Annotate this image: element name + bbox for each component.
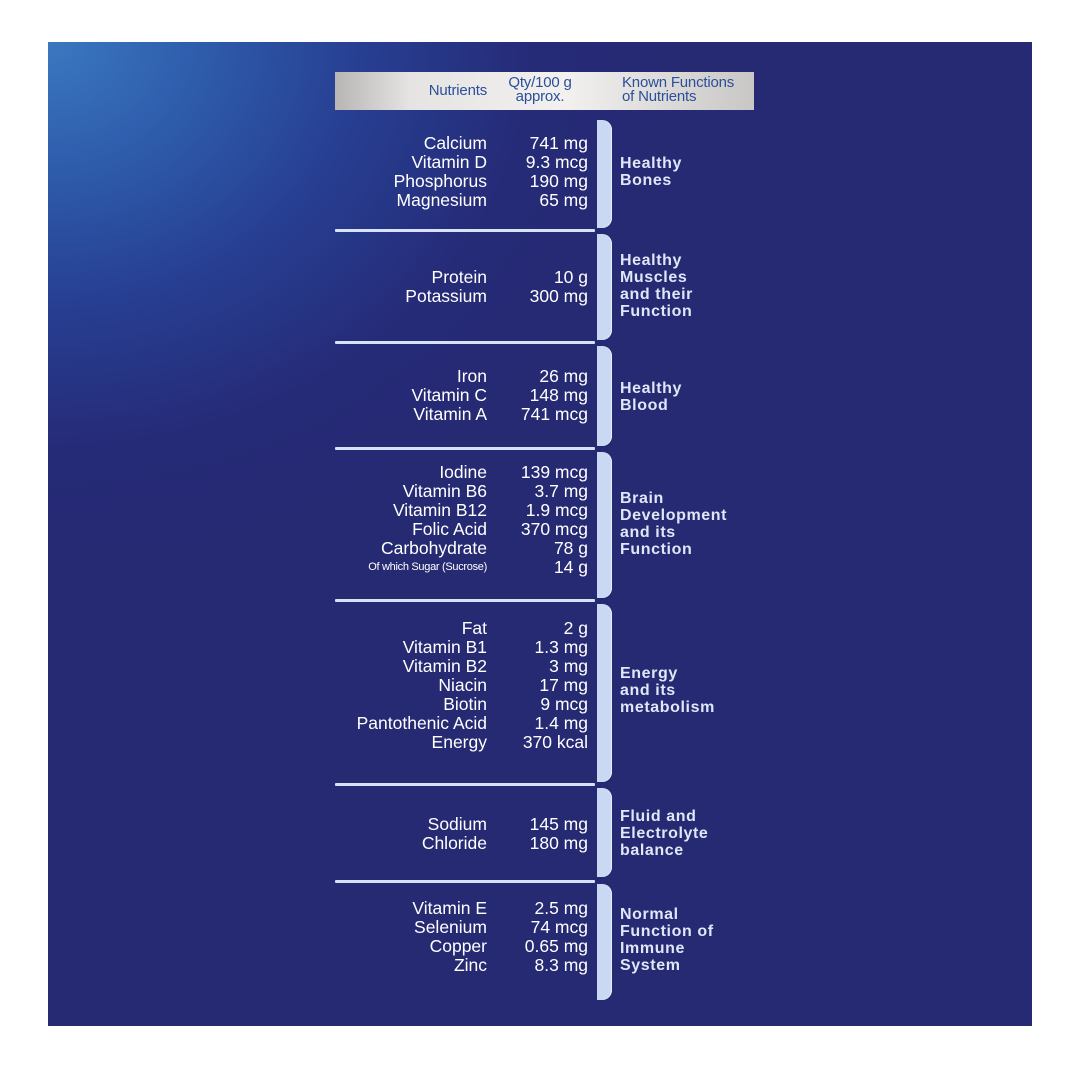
nutrient-name: Biotin bbox=[443, 694, 487, 714]
nutrient-name: Vitamin A bbox=[413, 404, 487, 424]
function-line: Development bbox=[620, 507, 728, 524]
nutrient-name: Vitamin B2 bbox=[402, 656, 487, 676]
nutrient-quantity: 2.5 mg bbox=[534, 898, 588, 918]
nutrition-panel bbox=[48, 42, 1032, 1026]
header-qty-line1: Qty/100 g bbox=[508, 74, 572, 91]
nutrient-quantity: 65 mg bbox=[539, 190, 588, 210]
function-line: Electrolyte bbox=[620, 825, 709, 842]
nutrient-quantity: 1.3 mg bbox=[534, 637, 588, 657]
nutrient-name: Vitamin B1 bbox=[402, 637, 487, 657]
function-line: Function bbox=[620, 541, 693, 558]
function-line: Bones bbox=[620, 172, 672, 189]
header-func-line2: of Nutrients bbox=[622, 88, 697, 105]
nutrient-quantity: 370 kcal bbox=[522, 732, 588, 752]
function-line: Blood bbox=[620, 397, 669, 414]
nutrient-name: Energy bbox=[431, 732, 487, 752]
function-line: Function bbox=[620, 303, 693, 320]
group-bracket bbox=[597, 884, 612, 1000]
nutrient-quantities bbox=[500, 899, 588, 975]
function-line: Healthy bbox=[620, 252, 682, 269]
nutrient-quantity: 3 mg bbox=[549, 656, 588, 676]
nutrient-quantity: 1.4 mg bbox=[534, 713, 588, 733]
group-divider bbox=[335, 880, 595, 883]
nutrient-name: Vitamin C bbox=[411, 385, 487, 405]
function-line: and its bbox=[620, 682, 676, 699]
nutrient-name: Vitamin E bbox=[412, 898, 487, 918]
nutrient-quantity: 74 mcg bbox=[530, 917, 588, 937]
function-line: System bbox=[620, 957, 681, 974]
nutrient-quantity: 3.7 mg bbox=[534, 481, 588, 501]
nutrient-name: Magnesium bbox=[396, 190, 487, 210]
function-line: balance bbox=[620, 842, 684, 859]
nutrient-quantity: 148 mg bbox=[529, 385, 588, 405]
function-line: Fluid and bbox=[620, 808, 697, 825]
nutrient-quantity: 180 mg bbox=[529, 833, 588, 853]
nutrient-name: Sodium bbox=[427, 814, 487, 834]
function-line: Healthy bbox=[620, 155, 682, 172]
function-line: and their bbox=[620, 286, 693, 303]
nutrient-name: Of which Sugar (Sucrose) bbox=[368, 561, 487, 573]
function-line: Immune bbox=[620, 940, 685, 957]
nutrient-quantity: 10 g bbox=[553, 267, 588, 287]
nutrient-quantity: 139 mcg bbox=[520, 462, 588, 482]
group-divider bbox=[335, 341, 595, 344]
nutrient-name: Calcium bbox=[423, 133, 487, 153]
nutrient-group bbox=[48, 42, 1032, 1026]
nutrient-name: Folic Acid bbox=[412, 519, 487, 539]
group-divider bbox=[335, 783, 595, 786]
nutrient-quantity: 8.3 mg bbox=[534, 955, 588, 975]
function-line: metabolism bbox=[620, 699, 715, 716]
header-qty-line2: approx. bbox=[515, 88, 565, 105]
function-line: Healthy bbox=[620, 380, 682, 397]
nutrient-name: Pantothenic Acid bbox=[356, 713, 487, 733]
nutrient-names bbox=[235, 899, 487, 975]
nutrient-quantity: 190 mg bbox=[529, 171, 588, 191]
function-line: Brain bbox=[620, 490, 664, 507]
nutrient-quantity: 26 mg bbox=[539, 366, 588, 386]
nutrient-name: Zinc bbox=[453, 955, 487, 975]
function-line: Energy bbox=[620, 665, 678, 682]
nutrient-quantity: 17 mg bbox=[539, 675, 588, 695]
nutrient-quantity: 741 mcg bbox=[520, 404, 588, 424]
group-divider bbox=[335, 229, 595, 232]
nutrient-quantity: 370 mcg bbox=[520, 519, 588, 539]
nutrient-name: Fat bbox=[461, 618, 487, 638]
nutrient-name: Phosphorus bbox=[393, 171, 487, 191]
function-line: Function of bbox=[620, 923, 714, 940]
header-func-line1: Known Functions bbox=[622, 74, 735, 91]
nutrient-quantity: 300 mg bbox=[529, 286, 588, 306]
nutrient-quantity: 2 g bbox=[563, 618, 588, 638]
nutrient-quantity: 9 mcg bbox=[540, 694, 588, 714]
function-line: Normal bbox=[620, 906, 679, 923]
nutrient-quantity: 78 g bbox=[553, 538, 588, 558]
nutrient-name: Chloride bbox=[421, 833, 487, 853]
nutrient-name: Vitamin D bbox=[411, 152, 487, 172]
header-nutrients: Nutrients bbox=[428, 82, 487, 99]
nutrient-name: Carbohydrate bbox=[380, 538, 487, 558]
nutrient-function bbox=[620, 906, 820, 974]
nutrient-quantity: 0.65 mg bbox=[524, 936, 588, 956]
nutrient-name: Potassium bbox=[405, 286, 487, 306]
nutrient-name: Vitamin B12 bbox=[392, 500, 487, 520]
nutrient-quantity: 9.3 mcg bbox=[525, 152, 588, 172]
group-divider bbox=[335, 599, 595, 602]
group-divider bbox=[335, 447, 595, 450]
nutrient-quantity: 14 g bbox=[553, 557, 588, 577]
nutrient-name: Selenium bbox=[414, 917, 487, 937]
nutrient-name: Protein bbox=[431, 267, 487, 287]
nutrient-name: Iodine bbox=[439, 462, 487, 482]
nutrient-name: Vitamin B6 bbox=[402, 481, 487, 501]
nutrient-name: Copper bbox=[429, 936, 487, 956]
nutrient-quantity: 741 mg bbox=[529, 133, 588, 153]
function-line: Muscles bbox=[620, 269, 688, 286]
nutrient-name: Iron bbox=[456, 366, 487, 386]
function-line: and its bbox=[620, 524, 676, 541]
nutrient-quantity: 145 mg bbox=[529, 814, 588, 834]
nutrient-quantity: 1.9 mcg bbox=[525, 500, 588, 520]
nutrient-name: Niacin bbox=[438, 675, 487, 695]
